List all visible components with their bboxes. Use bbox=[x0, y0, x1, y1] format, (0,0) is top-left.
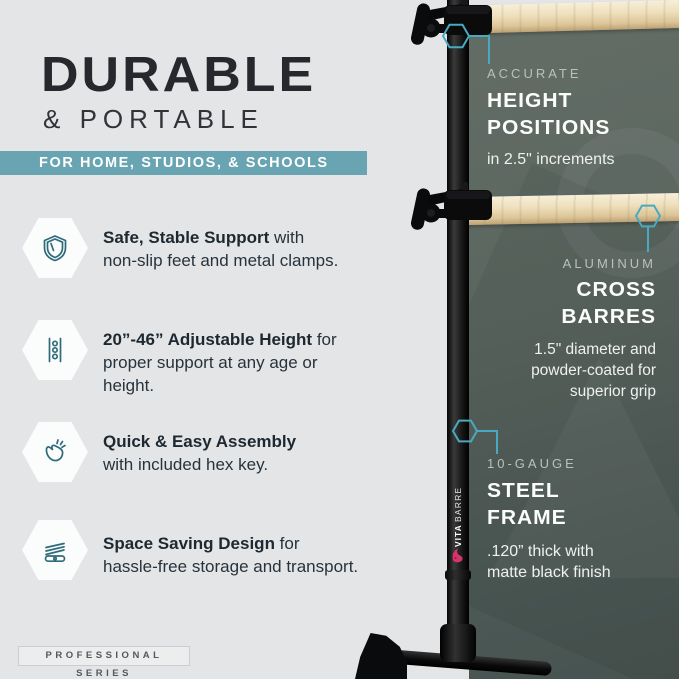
height-adjust-icon bbox=[38, 333, 72, 367]
clamp-lever-icon bbox=[410, 0, 492, 51]
barre-clamp-middle bbox=[410, 182, 492, 236]
callout-title-line: STEEL bbox=[487, 479, 560, 502]
feature-desc: with included hex key. bbox=[103, 455, 269, 474]
feature-text: Space Saving Design for hassle-free storage and transport. bbox=[103, 534, 359, 576]
callout-title-line: FRAME bbox=[487, 506, 567, 529]
callout-eyebrow: 10-GAUGE bbox=[487, 456, 577, 471]
callout-desc: .120” thick with matte black finish bbox=[487, 543, 611, 581]
feature-hexagon bbox=[22, 320, 88, 380]
series-badge-label: PROFESSIONAL SERIES bbox=[45, 650, 163, 679]
feature-title: Safe, Stable Support bbox=[103, 228, 270, 247]
callout-eyebrow: ALUMINUM bbox=[562, 256, 656, 271]
brand-swan-logo-icon bbox=[451, 547, 464, 563]
feature-title: Quick & Easy Assembly bbox=[103, 432, 297, 451]
callout-title-line: POSITIONS bbox=[487, 116, 611, 139]
series-badge bbox=[18, 646, 190, 679]
shield-icon bbox=[38, 231, 72, 265]
brand-name-secondary: BARRE bbox=[453, 486, 463, 523]
callout-title-line: CROSS bbox=[576, 278, 656, 301]
barre-clamp-top bbox=[410, 0, 492, 51]
page-title: DURABLE bbox=[41, 47, 317, 103]
callout-height-positions bbox=[487, 66, 615, 170]
feature-desc: hassle-free storage and transport. bbox=[103, 557, 359, 576]
feature-hexagon bbox=[22, 422, 88, 482]
clamp-lever-icon bbox=[410, 182, 492, 236]
callout-steel-frame bbox=[487, 456, 611, 583]
callout-desc: in 2.5" increments bbox=[487, 151, 615, 168]
audience-banner-label: FOR HOME, STUDIOS, & SCHOOLS bbox=[39, 155, 329, 171]
feature-text: Safe, Stable Support with non-slip feet and metal clamps. bbox=[103, 228, 339, 270]
feature-hexagon bbox=[22, 218, 88, 278]
feature-title: 20”-46” Adjustable Height bbox=[103, 330, 313, 349]
feature-hexagon bbox=[22, 520, 88, 580]
page-subtitle: & PORTABLE bbox=[43, 104, 264, 134]
feature-desc: non-slip feet and metal clamps. bbox=[103, 251, 339, 270]
callout-cross-barres bbox=[531, 256, 656, 402]
hand-wave-icon bbox=[38, 435, 72, 469]
audience-banner bbox=[0, 151, 367, 175]
callout-desc: 1.5" diameter and powder-coated for superior grip bbox=[531, 341, 656, 400]
base-tee-joint bbox=[440, 624, 476, 662]
feature-title: Space Saving Design bbox=[103, 534, 275, 553]
stack-icon bbox=[38, 533, 72, 567]
callout-title-line: HEIGHT bbox=[487, 89, 573, 112]
base-foot bbox=[355, 633, 407, 679]
brand-name-primary: VITA bbox=[453, 524, 463, 548]
feature-desc: proper support at any age or height. bbox=[103, 353, 318, 395]
feature-text: 20”-46” Adjustable Height for proper support at any age or height. bbox=[103, 330, 337, 395]
callout-eyebrow: ACCURATE bbox=[487, 66, 582, 81]
feature-text bbox=[103, 430, 373, 476]
callout-title-line: BARRES bbox=[561, 305, 656, 328]
